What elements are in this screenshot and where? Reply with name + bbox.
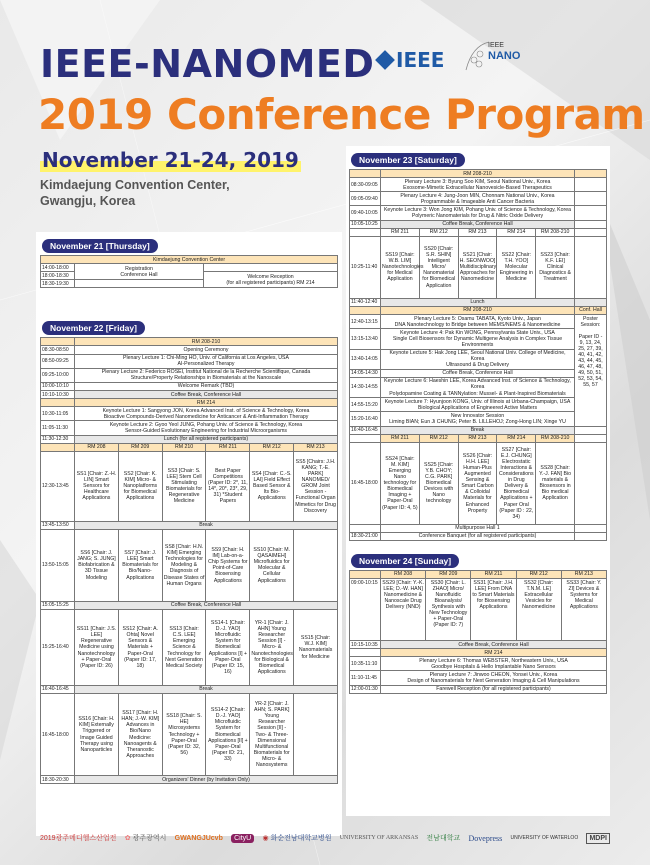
- time-cell: 12:40-13:15: [350, 315, 381, 329]
- time-cell: 16:40-16:45: [350, 426, 381, 434]
- lunch-cell: Lunch: [381, 298, 575, 306]
- time-cell: 10:30-11:05: [41, 407, 75, 421]
- session-cell: SS14-2 [Chair: D.-J. YAO] Microfluidic System for Biomedical Applications [II] + Paper-Oral (Paper ID: 21, 33): [206, 694, 250, 776]
- sponsor-bar: [40, 826, 610, 850]
- room-header: RM 212: [419, 434, 458, 442]
- session-cell: Keynote Lecture 1: Sangyong JON, Korea Advanced Inst. of Science & Technology, Korea Bioactive Compounds-Derived Nanomedicine for Anticancer & Anti-Inflammation Therapy: [75, 407, 338, 421]
- time-cell: 16:45-18:00: [41, 694, 75, 776]
- time-cell: 10:00-10:10: [41, 382, 75, 390]
- time-cell: 09:25-10:00: [41, 368, 75, 382]
- welcome-cell: Welcome Reception (for all registered participants) RM 214: [204, 272, 338, 288]
- session-cell: SS33 [Chair: Y. ZI] Devices & Systems for Medical Applications: [561, 579, 606, 641]
- session-cell: Keynote Lecture 5: Hak Jong LEE, Seoul National Univ. College of Medicine, Korea Ultrasound & Drug Delivery: [381, 349, 575, 369]
- break-cell: Coffee Break, Conference Hall: [381, 220, 575, 228]
- time-cell: 15:05-15:25: [41, 601, 75, 609]
- sponsor-logo: CityU: [231, 834, 254, 843]
- lunch-cell: Lunch (for all registered participants): [75, 435, 338, 443]
- room-header: RM 211: [206, 443, 250, 451]
- session-cell: SS5 [Chairs: J.H. KANG; T.-E. PARK] NANOMED/ GROM Joint Session - Functional Organ Mimetics for Drug Discovery: [294, 451, 338, 521]
- session-cell: SS16 [Chair: H. KIM] Externally Triggered or Image Guided Therapy using Nanoparticles: [75, 694, 119, 776]
- day-tag-nov22: November 22 [Friday]: [42, 321, 145, 335]
- session-cell: Welcome Remark (TBD): [75, 382, 338, 390]
- time-cell: 15:20-16:40: [350, 412, 381, 426]
- hall-cell: Multipurpose Hall 1: [381, 524, 575, 532]
- table-nov21: [40, 255, 338, 288]
- room-header: RM 214: [497, 228, 536, 236]
- session-cell: Opening Ceremony: [75, 346, 338, 354]
- session-cell: SS29 [Chair: Y.-K. LEE; D.-W. HAN] Nanomedicine & Nanoscale Drug Delivery (NND): [381, 579, 426, 641]
- room-header: RM 208-210: [75, 338, 338, 346]
- session-cell: Keynote Lecture 6: Haeshin LEE, Korea Advanced Inst. of Science & Technology, Korea Polydopamine Coating & TANNylation: Mussel- & Plant-Inspired Biomaterials: [381, 377, 575, 397]
- session-cell: SS7 [Chair: J. LEE] Smart Biomaterials for Bio/Nano-Applications: [118, 529, 162, 601]
- session-cell: SS19 [Chair: W.B. LIM] Nanotechnologies for Medical Application: [381, 236, 420, 298]
- time-cell: 13:45-13:50: [41, 521, 75, 529]
- sponsor-logo: MDPI: [586, 833, 610, 844]
- time-cell: 15:25-16:40: [41, 609, 75, 685]
- session-cell: SS12 [Chair: A. Ohta] Novel Sensors & Materials + Paper-Oral (Paper ID: 17, 18): [118, 609, 162, 685]
- session-cell: SS11 [Chair: J.S. LEE] Regenerative Medicine using Nanotechnology + Paper-Oral (Paper ID: 26): [75, 609, 119, 685]
- farewell-cell: Farewell Reception (for all registered participants): [381, 685, 607, 693]
- time-cell: 13:40-14:05: [350, 349, 381, 369]
- session-cell: [294, 694, 338, 776]
- left-panel: [36, 232, 342, 836]
- sponsor-logo: ✿ 광주광역시: [124, 835, 167, 842]
- session-cell: SS32 [Chair: T.N.M. LE] Extracellular Vesicles for Nanomedicine: [516, 579, 561, 641]
- session-cell: SS6 [Chair: J. JANG; S. JUNG] Biofabrication & 3D Tissue Modeling: [75, 529, 119, 601]
- session-cell: SS26 [Chair: H.H. LEE] Human-Plus Augmented Sensing & Smart Carbon & Colloidal Materials for Enhanced Property: [458, 442, 497, 524]
- break-cell: Coffee Break, Conference Hall: [381, 641, 607, 649]
- time-cell: 10:10-10:30: [41, 391, 75, 399]
- time-cell: 10:35-11:10: [350, 657, 381, 671]
- time-cell: 18:30-20:30: [41, 776, 75, 784]
- room-header: RM 213: [294, 443, 338, 451]
- title-line-1: IEEE-NANOMED: [40, 42, 375, 86]
- session-cell: YR-2 [Chair: J. AHN; S. PARK] Young Researcher Session [II] - Two- & Three-Dimensional Multifunctional Biomaterials for Micro- & Nanosystems: [250, 694, 294, 776]
- room-header: RM 209: [118, 443, 162, 451]
- session-cell: New Innovator Session Liming BIAN; Eun Ji CHUNG; Peter B. LILLEHOJ; Zong-Hong LIN; Xinge YU: [381, 412, 575, 426]
- session-cell: [294, 529, 338, 601]
- conf-hall-header: Conf. Hall: [575, 306, 607, 314]
- session-cell: SS14-1 [Chair: D.-J. YAO] Microfluidic System for Biomedical Applications [I] + Paper-Oral (Paper ID: 15, 16): [206, 609, 250, 685]
- room-header: RM 208-210: [381, 306, 575, 314]
- time-cell: 09:40-10:05: [350, 206, 381, 220]
- session-cell: Plenary Lecture 1: Chi-Ming HO, Univ. of California at Los Angeles, USA AI-Personalized Therapy: [75, 354, 338, 368]
- room-header: RM 214: [381, 649, 607, 657]
- time-cell: 09:00-10:15: [350, 579, 381, 641]
- room-header: RM 212: [419, 228, 458, 236]
- table-nov24: [349, 570, 607, 694]
- time-cell: 08:50-09:25: [41, 354, 75, 368]
- time-cell: 09:05-09:40: [350, 192, 381, 206]
- room-header: RM 212: [250, 443, 294, 451]
- right-panel: [346, 146, 610, 816]
- room-header: RM 214: [75, 399, 338, 407]
- session-cell: SS30 [Chair: L. ZHAO] Micro/ Nanofluidic Bioanalysis/ Synthesis with New Technology + Paper-Oral (Paper ID: 7): [426, 579, 471, 641]
- time-cell: 14:05-14:30: [350, 369, 381, 377]
- time-cell: 11:30-12:30: [41, 435, 75, 443]
- sponsor-logo: ◉ 화순전남대학교병원: [262, 835, 332, 842]
- venue: [40, 177, 280, 209]
- time-cell: 10:15-10:35: [350, 641, 381, 649]
- break-cell: Coffee Break, Conference Hall: [75, 391, 338, 399]
- time-cell: 16:40-16:45: [41, 685, 75, 693]
- session-cell: SS3 [Chair: S. LEE] Stem Cell Stimulating Biomaterials for Regenerative Medicine: [162, 451, 206, 521]
- venue-line-2: Gwangju, Korea: [40, 194, 136, 208]
- room-header: RM 213: [458, 228, 497, 236]
- break-cell: Break: [75, 521, 338, 529]
- session-cell: SS31 [Chair: J.H. LEE] From DNA to Smart Materials for Biosensing Applications: [471, 579, 516, 641]
- room-header: RM 208-210: [536, 228, 575, 236]
- session-cell: SS9 [Chair: H. IM] Lab-on-a-Chip Systems for Point-of-Care Biosensing Applications: [206, 529, 250, 601]
- session-cell: YR-1 [Chair: J. AHN] Young Researcher Session [I] - Micro- & Nanotechnologies for Biological & Biomedical Applications: [250, 609, 294, 685]
- session-cell: SS1 [Chair: Z.-H. LIN] Smart Sensors for Healthcare Applications: [75, 451, 119, 521]
- time-cell: 13:50-15:05: [41, 529, 75, 601]
- session-cell: Keynote Lecture 2: Gyoo Yeol JUNG, Pohang Univ. of Science & Technology, Korea Sensor-Guided Evolutionary Engineering for Industrial Microorganisms: [75, 421, 338, 435]
- room-header: RM 212: [516, 570, 561, 578]
- table-nov23: [349, 169, 607, 541]
- break-cell: Coffee Break, Conference Hall: [75, 601, 338, 609]
- session-cell: SS27 [Chair: E.J. CHUNG] Electrostatic Interactions & Considerations in Drug Delivery & Biomedical Applications + Paper Oral (Paper ID : 22, 34): [497, 442, 536, 524]
- session-cell: SS13 [Chair: C.S. LEE] Emerging Science & Technology for Next Generation Medical Society: [162, 609, 206, 685]
- dinner-cell: Organizers' Dinner (by Invitation Only): [75, 776, 338, 784]
- ieee-logo: [378, 48, 444, 72]
- session-cell: Plenary Lecture 6: Thomas WEBSTER, Northeastern Univ., USA Goodbye Hospitals & Hello Implantable Nano Sensors: [381, 657, 607, 671]
- session-cell: SS2 [Chair: K. KIM] Micro- & Nanoplatforms for Biomedical Applications: [118, 451, 162, 521]
- poster-session-cell: Poster Session: Paper ID - 9, 13, 24, 25, 27, 39, 40, 41, 42, 43, 44, 45, 46, 47, 48, 49, 50, 51, 52, 53, 54, 55, 57: [575, 315, 607, 427]
- session-cell: Plenary Lecture 5: Osamu TABATA, Kyoto Univ., Japan DNA Nanotechnology to Bridge between MEMS/NEMS & Nanomedicine: [381, 315, 575, 329]
- session-cell: SS23 [Chair: K.F. LEI] Clinical Diagnostics & Treatment: [536, 236, 575, 298]
- room-header: RM 211: [381, 228, 420, 236]
- room-header: RM 208-210: [536, 434, 575, 442]
- table-nov22: [40, 337, 338, 784]
- session-cell: Plenary Lecture 7: Jinwoo CHEON, Yonsei Univ., Korea Design of Nanomaterials for Next Generation Imaging & Cell Manipulations: [381, 671, 607, 685]
- time-cell: 14:55-15:20: [350, 398, 381, 412]
- room-header: RM 213: [561, 570, 606, 578]
- session-cell: SS18 [Chair: S. HE] Microsystems Technology + Paper-Oral (Paper ID: 32, 56): [162, 694, 206, 776]
- session-cell: SS15 [Chair: W.J. KIM] Nanomaterials for Medicine: [294, 609, 338, 685]
- session-cell: SS8 [Chair: H.N. KIM] Emerging Technologies for Modeling & Diagnosis of Disease States of Human Organs: [162, 529, 206, 601]
- conference-dates: November 21-24, 2019: [42, 148, 299, 172]
- session-cell: Keynote Lecture 4: Pak Kin WONG, Pennsylvania State Univ., USA Single Cell Biosensors for Dynamic Multigene Analysis in Complex Tissue Environments: [381, 329, 575, 349]
- room-header: RM 209: [426, 570, 471, 578]
- time-cell: 18:30-21:00: [350, 532, 381, 540]
- sponsor-logo: 2019광주메디헬스산업전: [40, 835, 117, 842]
- room-header: RM 210: [162, 443, 206, 451]
- time-cell: 16:45-18:00: [350, 442, 381, 524]
- nano-logo-text: NANO: [488, 50, 521, 62]
- sponsor-logo: UNIVERSITY OF ARKANSAS: [339, 835, 419, 841]
- break-cell: Break: [381, 426, 575, 434]
- ieee-logo-text: IEEE: [396, 48, 445, 72]
- time-cell: 11:40-12:40: [350, 298, 381, 306]
- time-cell: 18:00-18:30: [41, 272, 75, 280]
- venue-header: Kimdaejung Convention Center: [41, 256, 338, 264]
- session-cell: SS22 [Chair: T.H. YOO] Molecular Engineering in Medicine: [497, 236, 536, 298]
- day-tag-nov24: November 24 [Sunday]: [351, 554, 459, 568]
- day-tag-nov23: November 23 [Saturday]: [351, 153, 465, 167]
- session-cell: Keynote Lecture 3: Won Jong KIM, Pohang Univ. of Science & Technology, Korea Polymeric Nanomaterials for Drug & Nitric Oxide Delivery: [381, 206, 575, 220]
- session-cell: SS21 [Chair: H. SEONWOO] Multidisciplinary Approaches for Nanomedicine: [458, 236, 497, 298]
- registration-cell: Registration Conference Hall: [75, 264, 204, 280]
- nano-logo-ieee: IEEE: [488, 42, 504, 49]
- title-line-2: 2019 Conference Program: [38, 90, 645, 139]
- session-cell: Plenary Lecture 4: Jung-Joon MIN, Chonnam National Univ., Korea Programmable & Imageable Anti Cancer Bacteria: [381, 192, 575, 206]
- time-cell: 12:30-13:45: [41, 451, 75, 521]
- time-cell: 10:05-10:25: [350, 220, 381, 228]
- room-header: RM 211: [471, 570, 516, 578]
- room-header: RM 213: [458, 434, 497, 442]
- room-header: RM 208-210: [381, 170, 575, 178]
- sponsor-logo: Dovepress: [468, 833, 503, 843]
- session-cell: Best Paper Competitions (Paper ID: 2*, 11, 14*, 20*, 23*, 29, 31) *Student Papers: [206, 451, 250, 521]
- time-cell: 11:10-11:45: [350, 671, 381, 685]
- session-cell: Plenary Lecture 2: Federico ROSEI, Institut National de la Recherche Scientifique, Canada Structure/Property Relationships in Biomaterials at the Nanoscale: [75, 368, 338, 382]
- room-header: RM 211: [381, 434, 420, 442]
- ieee-diamond-icon: [375, 50, 395, 70]
- venue-line-1: Kimdaejung Convention Center,: [40, 178, 230, 192]
- room-header: RM 208: [75, 443, 119, 451]
- session-cell: SS4 [Chair: C.-S. LAI] Field Effect Based Sensor & Its Bio-Applications: [250, 451, 294, 521]
- room-header: RM 208: [381, 570, 426, 578]
- time-cell: 14:30-14:55: [350, 377, 381, 397]
- session-cell: Plenary Lecture 3: Byung Soo KIM, Seoul National Univ., Korea Exosome-Mimetic Extracellular Nanovesicle-Based Therapeutics: [381, 178, 575, 192]
- time-cell: 11:05-11:30: [41, 421, 75, 435]
- time-cell: 12:00-01:30: [350, 685, 381, 693]
- time-cell: 13:15-13:40: [350, 329, 381, 349]
- time-cell: 18:30-19:30: [41, 280, 75, 288]
- nano-hex-icon: [462, 40, 490, 78]
- session-cell: SS17 [Chair: H. HAN; J.-W. KIM] Advances in Bio/Nano Medicine: Nanoagents & Theranostic Approaches: [118, 694, 162, 776]
- session-cell: SS24 [Chair: M. KIM] Emerging Nano technology for Biomedical Imaging + Paper-Oral (Paper ID: 4, 5): [381, 442, 420, 524]
- session-cell: SS10 [Chair: M. QASAIMEH] Microfluidics for Molecular & Cellular Applications: [250, 529, 294, 601]
- room-header: RM 214: [497, 434, 536, 442]
- banquet-cell: Conference Banquet (for all registered participants): [381, 532, 575, 540]
- session-cell: SS25 [Chair: Y.B. CHOY; C.G. PARK] Biomedical Devices with Nano technology: [419, 442, 458, 524]
- ieee-nano-logo: [462, 40, 522, 80]
- sponsor-logo: UNIVERSITY OF WATERLOO: [510, 835, 579, 841]
- time-cell: 08:30-09:05: [350, 178, 381, 192]
- session-cell: SS28 [Chair: Y.-J. FAN] Bio materials & Biosensors in Bio medical Application: [536, 442, 575, 524]
- break-cell: Coffee Break, Conference Hall: [381, 369, 575, 377]
- time-cell: 10:25-11:40: [350, 236, 381, 298]
- break-cell: Break: [75, 685, 338, 693]
- day-tag-nov21: November 21 [Thursday]: [42, 239, 158, 253]
- time-cell: 14:00-18:00: [41, 264, 75, 272]
- session-cell: SS20 [Chair: S.R. SHIN] Intelligent Micro/ Nanomaterial for Biomedical Application: [419, 236, 458, 298]
- time-cell: 08:30-08:50: [41, 346, 75, 354]
- sponsor-logo: GWANGJUcvb: [174, 834, 223, 842]
- session-cell: Keynote Lecture 7: Hyunjoon KONG, Univ. of Illinois at Urbana-Champaign, USA Biological Applications of Engineered Active Matters: [381, 398, 575, 412]
- sponsor-logo: 전남대학교: [426, 835, 461, 842]
